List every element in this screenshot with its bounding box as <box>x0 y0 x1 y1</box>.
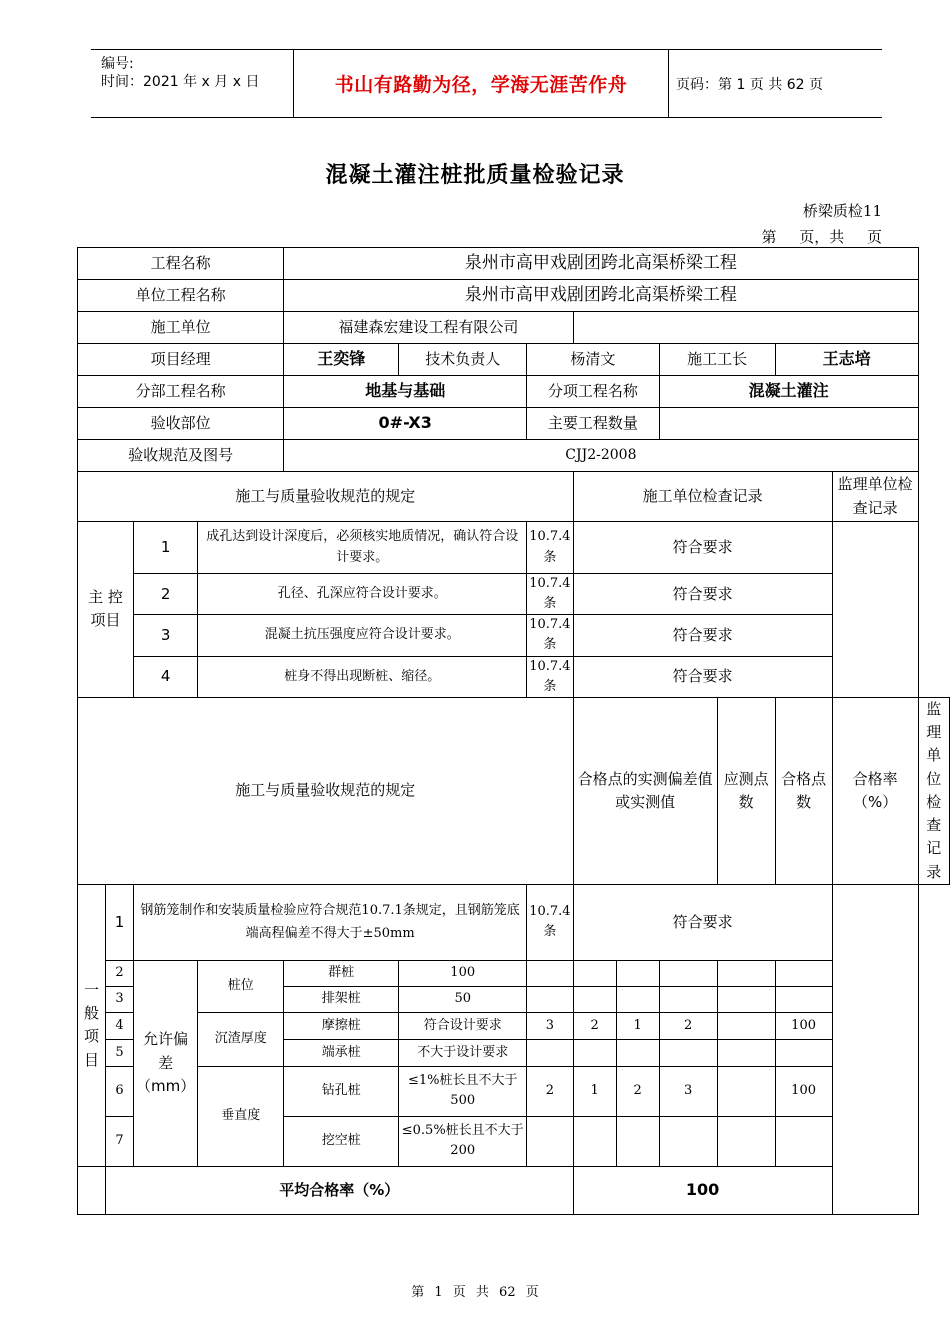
measured-1 <box>527 1116 573 1166</box>
pass-count <box>717 960 775 986</box>
general-row-no: 3 <box>106 986 134 1012</box>
general-supervisor-cell <box>832 884 918 1214</box>
main-item-clause: 10.7.4条 <box>527 522 573 574</box>
measured-2: 2 <box>573 1012 616 1039</box>
measured-3 <box>616 960 659 986</box>
division-label: 分部工程名称 <box>78 376 284 408</box>
avg-group-blank <box>78 1166 106 1214</box>
table-row <box>78 884 950 960</box>
pass-rate <box>775 986 832 1012</box>
main-item-desc: 混凝土抗压强度应符合设计要求。 <box>198 615 527 656</box>
subitem-label: 分项工程名称 <box>527 376 659 408</box>
location-label: 验收部位 <box>78 408 284 440</box>
table-row <box>78 522 950 574</box>
unit-project-label: 单位工程名称 <box>78 280 284 312</box>
pile-position-label: 桩位 <box>198 960 284 1012</box>
main-item-clause: 10.7.4条 <box>527 574 573 615</box>
allowed-deviation: 50 <box>399 986 527 1012</box>
page-footer: 第 1 页 共 62 页 <box>411 1285 539 1300</box>
subitem-value: 混凝土灌注 <box>659 376 918 408</box>
general-should-header: 应测点数 <box>717 697 775 884</box>
quantity-label: 主要工程数量 <box>527 408 659 440</box>
measured-3: 2 <box>616 1066 659 1116</box>
main-item-result: 符合要求 <box>573 615 832 656</box>
tech-lead-label: 技术负责人 <box>399 344 527 376</box>
table-row <box>78 408 950 440</box>
main-item-no: 1 <box>134 522 198 574</box>
table-row <box>78 1166 950 1214</box>
header-meta-cell <box>91 50 294 117</box>
general-item-result: 符合要求 <box>573 884 832 960</box>
measured-3 <box>616 1116 659 1166</box>
pile-type: 端承桩 <box>284 1039 399 1066</box>
main-group-label: 主 控 项目 <box>78 522 134 698</box>
general-item-clause: 10.7.4条 <box>527 884 573 960</box>
measured-2 <box>573 960 616 986</box>
pile-type: 挖空桩 <box>284 1116 399 1166</box>
table-row <box>78 1012 950 1039</box>
general-group-label: 一般项目 <box>78 884 106 1166</box>
allowed-deviation: ≤0.5%桩长且不大于200 <box>399 1116 527 1166</box>
table-row <box>78 574 950 615</box>
spec-value: CJJ2-2008 <box>284 440 918 472</box>
main-record-header: 施工单位检查记录 <box>573 472 832 522</box>
header-page-info: 页码：第 1 页 共 62 页 <box>676 76 823 93</box>
should-count <box>659 960 717 986</box>
table-row <box>78 615 950 656</box>
measured-1: 3 <box>527 1012 573 1039</box>
general-row-no: 7 <box>106 1116 134 1166</box>
table-row <box>78 376 950 408</box>
pass-rate: 100 <box>775 1066 832 1116</box>
pass-count <box>717 1066 775 1116</box>
pass-rate <box>775 1116 832 1166</box>
main-item-no: 2 <box>134 574 198 615</box>
header-motto: 书山有路勤为径，学海无涯苦作舟 <box>294 50 669 117</box>
general-measured-header: 合格点的实测偏差值或实测值 <box>573 697 717 884</box>
should-count <box>659 986 717 1012</box>
pass-rate: 100 <box>775 1012 832 1039</box>
avg-pass-rate-label: 平均合格率（%） <box>106 1166 574 1214</box>
table-row <box>78 440 950 472</box>
measured-3: 1 <box>616 1012 659 1039</box>
main-item-result: 符合要求 <box>573 656 832 697</box>
pile-type: 排架桩 <box>284 986 399 1012</box>
measured-2: 1 <box>573 1066 616 1116</box>
tech-lead-value: 杨清文 <box>527 344 659 376</box>
pass-rate <box>775 1039 832 1066</box>
allowed-deviation: 100 <box>399 960 527 986</box>
table-row <box>78 472 950 522</box>
table-row <box>78 280 950 312</box>
pass-count <box>717 1012 775 1039</box>
pass-count <box>717 1116 775 1166</box>
pass-count <box>717 986 775 1012</box>
document-number-label: 编号: <box>101 56 134 72</box>
general-item-no: 1 <box>106 884 134 960</box>
measured-2 <box>573 986 616 1012</box>
table-row <box>78 312 950 344</box>
general-row-no: 6 <box>106 1066 134 1116</box>
measured-2 <box>573 1039 616 1066</box>
should-count <box>659 1039 717 1066</box>
form-code: 桥梁质检11 <box>802 202 882 220</box>
contractor-label: 施工单位 <box>78 312 284 344</box>
table-row <box>78 1066 950 1116</box>
measured-1 <box>527 1039 573 1066</box>
pile-type: 群桩 <box>284 960 399 986</box>
foreman-value: 王志培 <box>775 344 918 376</box>
foreman-label: 施工工长 <box>659 344 775 376</box>
should-count <box>659 1116 717 1166</box>
measured-3 <box>616 1039 659 1066</box>
table-row <box>78 656 950 697</box>
main-item-desc: 桩身不得出现断桩、缩径。 <box>198 656 527 697</box>
allowed-deviation: 不大于设计要求 <box>399 1039 527 1066</box>
spec-label: 验收规范及图号 <box>78 440 284 472</box>
form-page-line: 第 页，共 页 <box>761 228 882 246</box>
project-name-value: 泉州市高甲戏剧团跨北高渠桥梁工程 <box>284 248 918 280</box>
quantity-value <box>659 408 918 440</box>
sediment-label: 沉渣厚度 <box>198 1012 284 1066</box>
table-row <box>78 697 950 884</box>
measured-1: 2 <box>527 1066 573 1116</box>
verticality-label: 垂直度 <box>198 1066 284 1166</box>
measured-1 <box>527 960 573 986</box>
pile-type: 钻孔桩 <box>284 1066 399 1116</box>
main-item-no: 4 <box>134 656 198 697</box>
general-rules-header: 施工与质量验收规范的规定 <box>78 697 574 884</box>
measured-2 <box>573 1116 616 1166</box>
main-supervisor-cell <box>832 522 918 698</box>
main-item-result: 符合要求 <box>573 574 832 615</box>
location-value: 0#-X3 <box>284 408 527 440</box>
main-supervisor-header: 监理单位检查记录 <box>832 472 918 522</box>
contractor-value: 福建森宏建设工程有限公司 <box>284 312 573 344</box>
main-item-result: 符合要求 <box>573 522 832 574</box>
main-rules-header: 施工与质量验收规范的规定 <box>78 472 574 522</box>
document-title: 混凝土灌注桩批质量检验记录 <box>325 163 625 188</box>
general-row-no: 5 <box>106 1039 134 1066</box>
main-item-desc: 成孔达到设计深度后，必须核实地质情况，确认符合设计要求。 <box>198 522 527 574</box>
inspection-table <box>77 247 950 1215</box>
should-count: 3 <box>659 1066 717 1116</box>
document-header <box>91 49 882 118</box>
pass-rate <box>775 960 832 986</box>
main-item-clause: 10.7.4条 <box>527 656 573 697</box>
pile-type: 摩擦桩 <box>284 1012 399 1039</box>
should-count: 2 <box>659 1012 717 1039</box>
pm-label: 项目经理 <box>78 344 284 376</box>
general-rate-header: 合格率（%） <box>832 697 918 884</box>
tolerance-label: 允许偏差（mm） <box>134 960 198 1166</box>
general-pass-header: 合格点数 <box>775 697 832 884</box>
table-row <box>78 248 950 280</box>
measured-3 <box>616 986 659 1012</box>
measured-1 <box>527 986 573 1012</box>
table-row <box>78 960 950 986</box>
general-item-desc: 钢筋笼制作和安装质量检验应符合规范10.7.1条规定，且钢筋笼底端高程偏差不得大于±50mm <box>134 884 527 960</box>
pm-value: 王奕锋 <box>284 344 399 376</box>
project-name-label: 工程名称 <box>78 248 284 280</box>
general-supervisor-header: 监理单位检查记录 <box>918 697 949 884</box>
pass-count <box>717 1039 775 1066</box>
document-time-label: 时间：2021 年 x 月 x 日 <box>101 74 260 90</box>
contractor-blank <box>573 312 918 344</box>
general-row-no: 4 <box>106 1012 134 1039</box>
main-item-no: 3 <box>134 615 198 656</box>
allowed-deviation: 符合设计要求 <box>399 1012 527 1039</box>
division-value: 地基与基础 <box>284 376 527 408</box>
main-item-clause: 10.7.4条 <box>527 615 573 656</box>
main-item-desc: 孔径、孔深应符合设计要求。 <box>198 574 527 615</box>
unit-project-value: 泉州市高甲戏剧团跨北高渠桥梁工程 <box>284 280 918 312</box>
table-row <box>78 344 950 376</box>
general-row-no: 2 <box>106 960 134 986</box>
allowed-deviation: ≤1%桩长且不大于500 <box>399 1066 527 1116</box>
avg-pass-rate-value: 100 <box>573 1166 832 1214</box>
